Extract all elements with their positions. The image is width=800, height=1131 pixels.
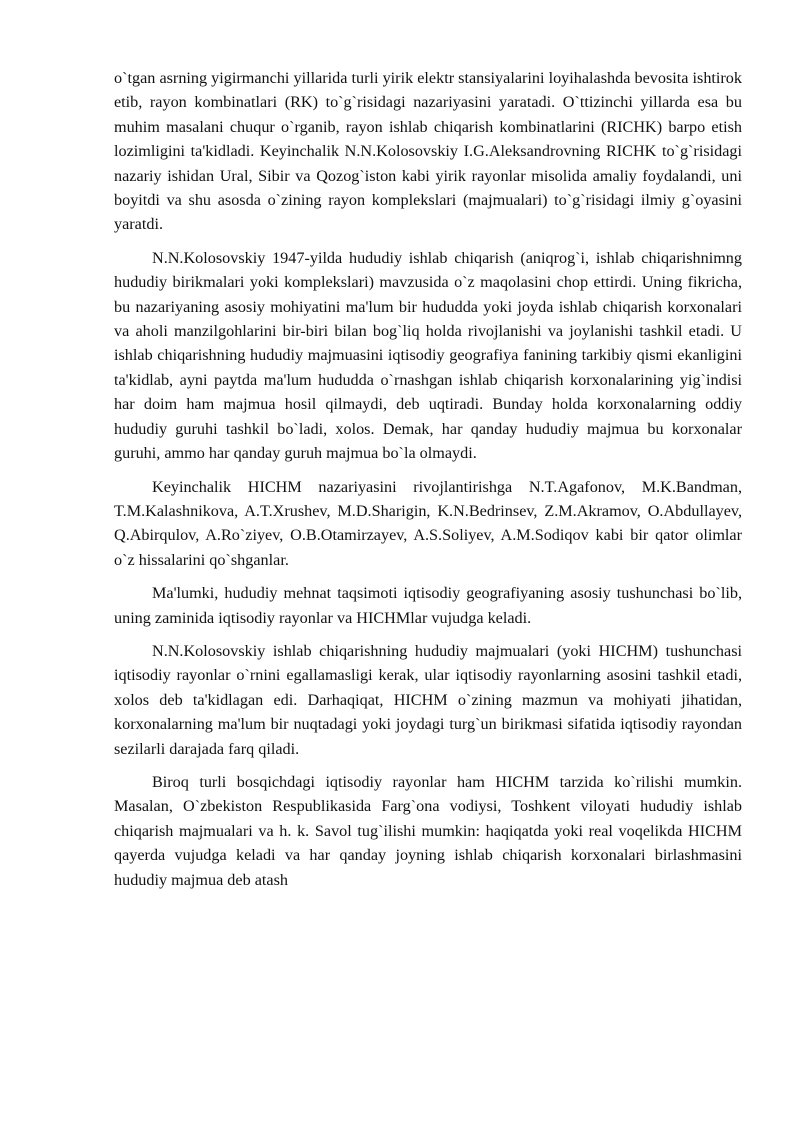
paragraph-labor-division: Ma'lumki, hududiy mehnat taqsimoti iqtisodiy geografiyaning asosiy tushunchasi bo`lib, uning zaminida iqtisodiy rayonlar va HICHMlar vujudga keladi.	[114, 584, 742, 627]
paragraph-continued-intro: o`tgan asrning yigirmanchi yillarida turli yirik elektr stansiyalarini loyihalashda bevosita ishtirok etib, rayon kombinatlari (RK) to`g`risidagi nazariyasini yaratadi. O`ttizinchi yillarda esa bu muhim masalani chuqur o`rganib, rayon ishlab chiqarish kombinatlarini (RICHK) barpo etish lozimligini ta'kidladi. Keyinchalik N.N.Kolosovskiy I.G.Aleksandrovning RICHK to`g`risidagi nazariy ishidan Ural, Sibir va Qozog`iston kabi yirik rayonlar misolida amaliy foydalandi, uni boyitdi va shu asosda o`zining rayon komplekslari (majmualari) to`g`risidagi ilmiy g`oyasini yaratdi.	[114, 69, 742, 234]
paragraph-economic-regions: Biroq turli bosqichdagi iqtisodiy rayonlar ham HICHM tarzida ko`rilishi mumkin. Masalan, O`zbekiston Respublikasida Farg`ona vodiysi, Toshkent viloyati hududiy ishlab chiqarish majmualari va h. k. Savol tug`ilishi mumkin: haqiqatda yoki real voqelikda HICHM qayerda vujudga keladi va har qanday joyning ishlab chiqarish korxonalari birlashmasini hududiy majmua deb atash	[114, 772, 742, 889]
paragraph-kolosovskiy-1947: N.N.Kolosovskiy 1947-yilda hududiy ishlab chiqarish (aniqrog`i, ishlab chiqarishnimng hududiy birikmalari yoki komplekslari) mavzusida o`z maqolasini chop ettirdi. Uning fikricha, bu nazariyaning asosiy mohiyatini ma'lum bir hududda yoki joyda ishlab chiqarish korxonalari va aholi manzilgohlarini bir-biri bilan bog`liq holda rivojlanishi va joylanishi tashkil etadi. U ishlab chiqarishning hududiy majmuasini iqtisodiy geografiya fanining tarkibiy qismi ekanligini ta'kidlab, ayni paytda ma'lum hududda o`rnashgan ishlab chiqarish korxonalarining yig`indisi har doim ham majmua hosil qilmaydi, deb uqtiradi. Bunday holda korxonalarning oddiy hududiy guruhi tashkil bo`ladi, xolos. Demak, har qanday hududiy majmua bu korxonalar guruhi, ammo har qanday guruh majmua bo`la olmaydi.	[114, 248, 742, 463]
paragraph-hichm-scholars: Keyinchalik HICHM nazariyasini rivojlantirishga N.T.Agafonov, M.K.Bandman, T.M.Kalashnikova, A.T.Xrushev, M.D.Sharigin, K.N.Bedrinsev, Z.M.Akramov, O.Abdullayev, Q.Abirqulov, A.Ro`ziyev, O.B.Otamirzayev, A.S.Soliyev, A.M.Sodiqov kabi bir qator olimlar o`z hissalarini qo`shganlar.	[114, 477, 742, 569]
paragraph-hichm-concept: N.N.Kolosovskiy ishlab chiqarishning hududiy majmualari (yoki HICHM) tushunchasi iqtisodiy rayonlar o`rnini egallamasligi kerak, ular iqtisodiy rayonlarning asosini tashkil etadi, xolos deb ta'kidlagan edi. Darhaqiqat, HICHM o`zining mazmun va mohiyati jihatidan, korxonalarning ma'lum bir nuqtadagi yoki joydagi turg`un birikmasi sifatida iqtisodiy rayondan sezilarli darajada farq qiladi.	[114, 641, 742, 758]
document-page	[114, 66, 742, 901]
